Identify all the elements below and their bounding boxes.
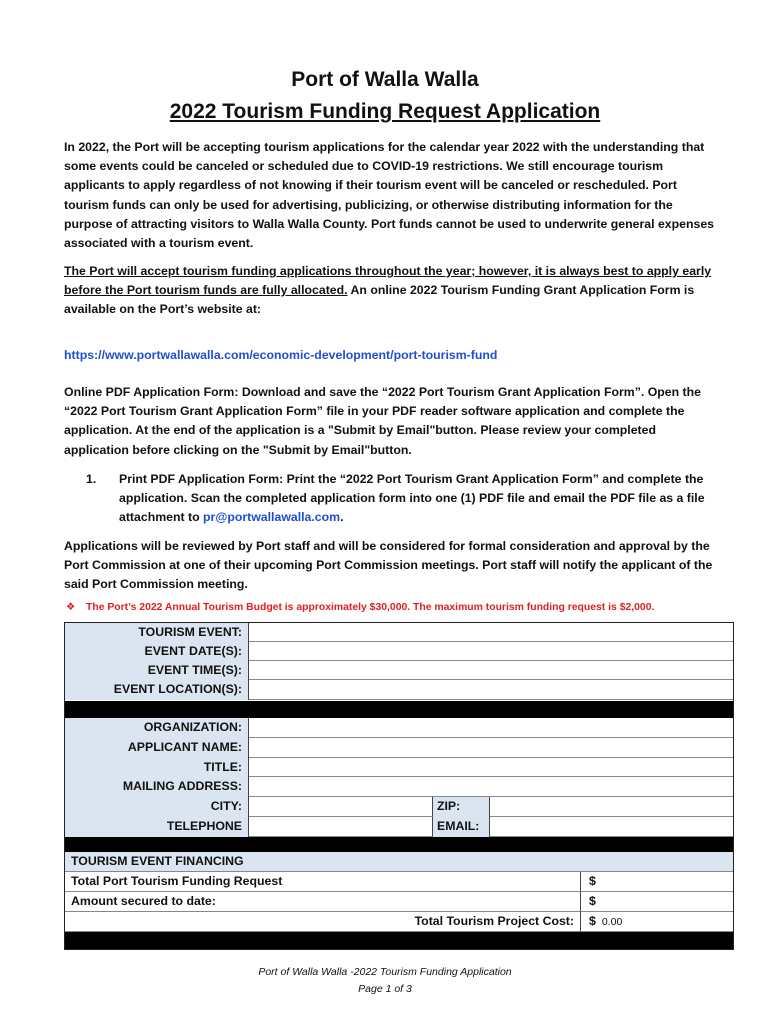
- event-locations-input[interactable]: [249, 680, 733, 700]
- field-label: MAILING ADDRESS:: [65, 777, 249, 797]
- section-divider: [65, 932, 733, 949]
- total-cost-value: 0.00: [601, 916, 623, 928]
- list-item-number: 1.: [86, 472, 97, 486]
- review-paragraph: Applications will be reviewed by Port staff and will be considered for formal consideration and approval by the Port Commission at one of their upcoming Port Commission meetings. Port staff will notify the applicant of the said Port Commission meeting.: [64, 539, 713, 592]
- field-label: EMAIL:: [433, 817, 490, 837]
- accept-paragraph: [64, 262, 714, 320]
- intro-paragraph: In 2022, the Port will be accepting tourism applications for the calendar year 2022 with the understanding that some events could be canceled or scheduled due to COVID-19 restrictions. We still encourage tourism applicants to apply regardless of not knowing if their tourism event will be canceled or rescheduled. Port tourism funds can only be used for advertising, publicizing, or otherwise distributing information for the purpose of attracting visitors to Walla Walla County. Port funds cannot be used to underwrite general expenses associated with a tourism event.: [64, 140, 715, 251]
- field-label: EVENT DATE(S):: [65, 642, 249, 661]
- form-row: [65, 680, 733, 700]
- form-row: [65, 623, 733, 642]
- city-input[interactable]: [249, 797, 433, 817]
- applicant-name-input[interactable]: [249, 738, 733, 758]
- email-link[interactable]: pr@portwallawalla.com: [203, 510, 341, 525]
- form-row: [65, 817, 733, 837]
- section-divider: [65, 837, 733, 852]
- page-title: Port of Walla Walla: [291, 68, 479, 91]
- accept-underlined-text: The Port will accept tourism funding applications throughout the year; however, it is always best to apply early before the Port tourism funds are fully allocated.: [64, 264, 712, 298]
- field-label: CITY:: [65, 797, 249, 817]
- field-label: EVENT LOCATION(S):: [65, 680, 249, 700]
- event-dates-input[interactable]: [249, 642, 733, 661]
- diamond-bullet-icon: ❖: [66, 602, 76, 613]
- form-row: [65, 642, 733, 661]
- accept-rest-text: An online 2022 Tourism Funding Grant Application Form is available on the Port’s website at:: [64, 283, 695, 317]
- form-row: [65, 718, 733, 738]
- zip-input[interactable]: [490, 797, 733, 817]
- total-cost-field: $ 0.00: [580, 912, 733, 932]
- email-input[interactable]: [490, 817, 733, 837]
- funding-request-field[interactable]: $: [580, 872, 733, 892]
- form-row: [65, 912, 733, 932]
- form-row: [65, 892, 733, 912]
- online-pdf-paragraph: Online PDF Application Form: Download and save the “2022 Port Tourism Grant Application Form”. Open the “2022 Port Tourism Grant Application Form” file in your PDF reader software application and complete the application. At the end of the application is a "Submit by Email"button. Please review your completed application before clicking on the "Submit by Email"button.: [64, 385, 701, 457]
- budget-text: The Port’s 2022 Annual Tourism Budget is approximately $30,000. The maximum tourism funding request is $2,000.: [86, 602, 655, 613]
- form-row: [65, 738, 733, 758]
- budget-note: [66, 601, 654, 613]
- tourism-event-input[interactable]: [249, 623, 733, 642]
- title-input[interactable]: [249, 758, 733, 777]
- application-form: [64, 622, 734, 950]
- page-subtitle: 2022 Tourism Funding Request Application: [169, 100, 601, 123]
- field-label: TELEPHONE: [65, 817, 249, 837]
- event-times-input[interactable]: [249, 661, 733, 680]
- form-row: [65, 797, 733, 817]
- form-row: [65, 758, 733, 777]
- field-label: TITLE:: [65, 758, 249, 777]
- form-row: [65, 872, 733, 892]
- field-label: TOURISM EVENT:: [65, 623, 249, 642]
- mailing-address-input[interactable]: [249, 777, 733, 797]
- amount-secured-field[interactable]: $: [580, 892, 733, 912]
- telephone-input[interactable]: [249, 817, 433, 837]
- field-label: EVENT TIME(S):: [65, 661, 249, 680]
- page-number: Page 1 of 3: [358, 983, 412, 995]
- field-label: ZIP:: [433, 797, 490, 817]
- list-item-text: Print PDF Application Form: Print the “2022 Port Tourism Grant Application Form” and complete the application. Scan the completed application form into one (1) PDF file and email the PDF file as a file attachment to pr@portwallawalla.com.: [119, 472, 705, 525]
- funding-request-label: Total Port Tourism Funding Request: [65, 872, 580, 892]
- total-cost-label: Total Tourism Project Cost:: [65, 912, 580, 932]
- form-row: [65, 661, 733, 680]
- form-row: [65, 777, 733, 797]
- field-label: APPLICANT NAME:: [65, 738, 249, 758]
- financing-header: TOURISM EVENT FINANCING: [65, 852, 733, 872]
- amount-secured-label: Amount secured to date:: [65, 892, 580, 912]
- organization-input[interactable]: [249, 718, 733, 738]
- field-label: ORGANIZATION:: [65, 718, 249, 738]
- footer-title: Port of Walla Walla -2022 Tourism Funding Application: [258, 966, 512, 978]
- section-divider: [65, 701, 733, 718]
- website-link[interactable]: https://www.portwallawalla.com/economic-development/port-tourism-fund: [64, 348, 498, 362]
- list-item-print-pdf: [86, 470, 716, 528]
